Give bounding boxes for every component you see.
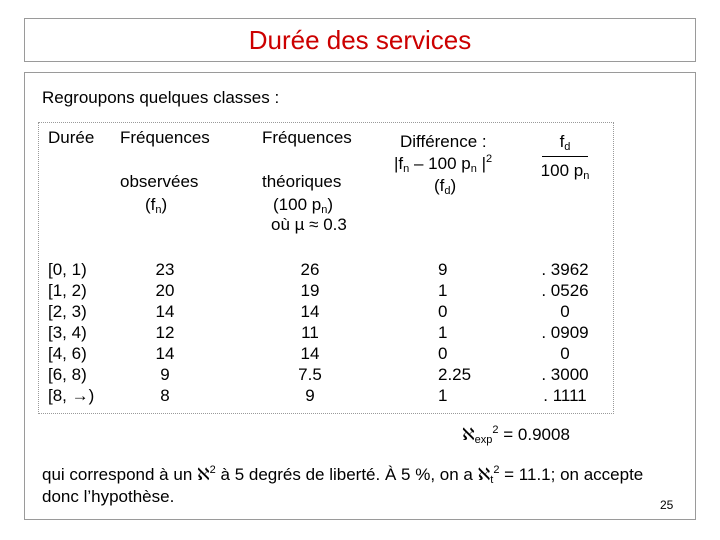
- header-ratio-numerator: $f_d$: [559, 132, 571, 153]
- header-diff-line1: Différence :: [400, 132, 487, 151]
- ratio-cell: . 0909: [541, 323, 589, 342]
- theoretical-cell: 14: [300, 344, 320, 363]
- theoretical-cell: 26: [300, 260, 320, 279]
- difference-cell: 1: [438, 281, 448, 300]
- observed-cell: 12: [155, 323, 175, 342]
- fraction-bar: [542, 156, 588, 157]
- header-freq-obs-line2: observées: [120, 172, 199, 191]
- ratio-cell: 0: [560, 302, 570, 321]
- difference-cell: 0: [438, 344, 448, 363]
- theoretical-cell: 19: [300, 281, 320, 300]
- column-ratio: [530, 259, 600, 406]
- header-duree: Durée: [48, 128, 95, 147]
- header-diff-line3: $(f_d)$: [434, 176, 457, 197]
- difference-cell: 1: [438, 323, 448, 342]
- column-intervals: [48, 259, 94, 406]
- observed-cell: 14: [155, 302, 175, 321]
- difference-cell: 1: [438, 386, 448, 405]
- ratio-cell: . 1111: [543, 386, 587, 405]
- interval-cell: [6, 8): [48, 365, 87, 384]
- ratio-cell: . 3000: [541, 365, 589, 384]
- observed-cell: 14: [155, 344, 175, 363]
- interval-cell: [0, 1): [48, 260, 87, 279]
- interval-cell: [3, 4): [48, 323, 87, 342]
- theoretical-cell: 9: [305, 386, 315, 405]
- theoretical-cell: 14: [300, 302, 320, 321]
- header-freq-th-line1: Fréquences: [262, 128, 352, 147]
- column-theoretical: [288, 259, 332, 406]
- interval-cell: [1, 2): [48, 281, 87, 300]
- observed-cell: 23: [155, 260, 175, 279]
- slide-title: Durée des services: [248, 24, 472, 55]
- conclusion-text: qui correspond à un ℵ$^2$ à 5 degrés de liberté. À 5 %, on a ℵ$_t^2$ = 11.1; on accepte donc l’hypothèse.: [42, 464, 644, 506]
- header-freq-obs-line3: $(f_n)$: [145, 195, 168, 216]
- column-observed: [145, 259, 185, 406]
- header-freq-th-line2: théoriques: [262, 172, 342, 191]
- interval-cell: [4, 6): [48, 344, 87, 363]
- header-freq-obs-line1: Fréquences: [120, 128, 210, 147]
- header-freq-th-line4: où µ ≈ 0.3: [271, 215, 347, 234]
- intro-text: Regroupons quelques classes :: [42, 88, 280, 107]
- header-freq-th-line3: (100 $p_n$): [273, 195, 333, 216]
- difference-cell: 0: [438, 302, 448, 321]
- ratio-cell: . 0526: [541, 281, 589, 300]
- header-ratio: [530, 132, 600, 181]
- observed-cell: 20: [155, 281, 175, 300]
- page-number: 25: [660, 498, 674, 512]
- interval-cell: [2, 3): [48, 302, 87, 321]
- interval-cell: [8, →): [48, 386, 95, 405]
- title-box: [24, 18, 696, 62]
- column-difference: [438, 259, 471, 406]
- ratio-cell: 0: [560, 344, 570, 363]
- difference-cell: 2.25: [438, 365, 472, 384]
- observed-cell: 9: [160, 365, 170, 384]
- header-diff-line2: $|f_n - 100$ $p_n$ $|^2$: [394, 153, 493, 175]
- ratio-cell: . 3962: [541, 260, 589, 279]
- chi-square-result: ℵ$_{exp}^2$ = 0.9008: [462, 424, 570, 446]
- header-ratio-denominator: 100 $p_n$: [540, 161, 590, 182]
- difference-cell: 9: [438, 260, 448, 279]
- observed-cell: 8: [160, 386, 170, 405]
- theoretical-cell: 7.5: [298, 365, 322, 384]
- theoretical-cell: 11: [301, 323, 319, 342]
